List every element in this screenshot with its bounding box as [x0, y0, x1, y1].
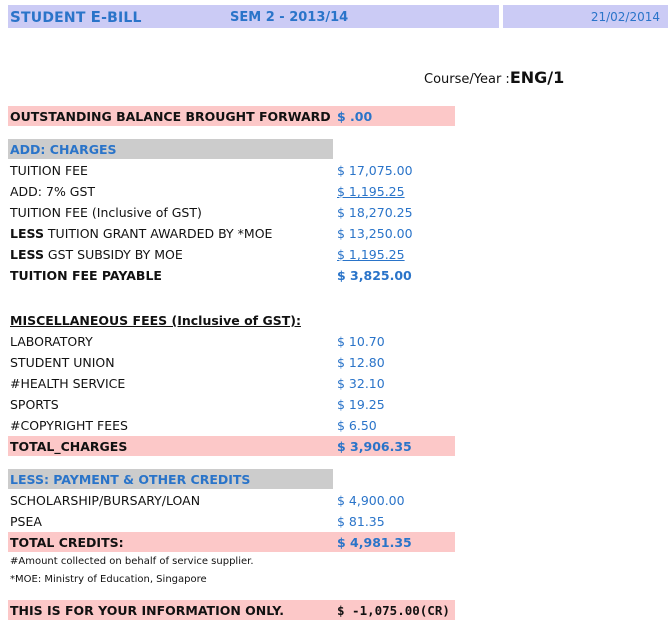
misc-amount: $ 32.10 — [337, 376, 385, 391]
footnote-moe: *MOE: Ministry of Education, Singapore — [10, 574, 207, 585]
charge-amount: $ 17,075.00 — [337, 163, 413, 178]
misc-amount: $ 12.80 — [337, 355, 385, 370]
credit-label: SCHOLARSHIP/BURSARY/LOAN — [10, 493, 201, 508]
misc-label: SPORTS — [10, 397, 59, 412]
credits-heading: LESS: PAYMENT & OTHER CREDITS — [10, 472, 251, 487]
charge-label: TUITION FEE (Inclusive of GST) — [10, 205, 202, 220]
misc-heading: MISCELLANEOUS FEES (Inclusive of GST): — [10, 313, 301, 328]
misc-label: #HEALTH SERVICE — [10, 376, 126, 391]
charge-amount: $ 13,250.00 — [337, 226, 413, 241]
total-charges-amount: $ 3,906.35 — [337, 439, 412, 454]
charges-heading: ADD: CHARGES — [10, 142, 117, 157]
outstanding-label: OUTSTANDING BALANCE BROUGHT FORWARD — [10, 109, 331, 124]
total-credits-label: TOTAL CREDITS: — [10, 535, 124, 550]
misc-label: STUDENT UNION — [10, 355, 115, 370]
charge-amount: $ 1,195.25 — [337, 184, 405, 199]
tuition-payable-label: TUITION FEE PAYABLE — [10, 268, 162, 283]
footer-label: THIS IS FOR YOUR INFORMATION ONLY. — [10, 603, 284, 618]
outstanding-amount: $ .00 — [337, 109, 373, 124]
tuition-payable-amount: $ 3,825.00 — [337, 268, 412, 283]
charge-label: TUITION FEE — [10, 163, 88, 178]
total-credits-amount: $ 4,981.35 — [337, 535, 412, 550]
charge-label: LESS GST SUBSIDY BY MOE — [10, 247, 183, 262]
charge-label: LESS TUITION GRANT AWARDED BY *MOE — [10, 226, 273, 241]
bill-date: 21/02/2014 — [590, 10, 660, 24]
semester-label: SEM 2 - 2013/14 — [230, 10, 349, 25]
charge-amount: $ 18,270.25 — [337, 205, 413, 220]
misc-amount: $ 6.50 — [337, 418, 377, 433]
misc-amount: $ 19.25 — [337, 397, 385, 412]
footnote-amount: #Amount collected on behalf of service supplier. — [10, 556, 254, 567]
credit-amount: $ 81.35 — [337, 514, 385, 529]
misc-label: #COPYRIGHT FEES — [10, 418, 128, 433]
footer-amount: $ -1,075.00(CR) — [337, 603, 450, 618]
credit-label: PSEA — [10, 514, 42, 529]
course-value: ENG/1 — [509, 68, 565, 87]
credit-amount: $ 4,900.00 — [337, 493, 405, 508]
charge-amount: $ 1,195.25 — [337, 247, 405, 262]
misc-label: LABORATORY — [10, 334, 93, 349]
charge-label: ADD: 7% GST — [10, 184, 96, 199]
course-year — [424, 68, 564, 87]
misc-amount: $ 10.70 — [337, 334, 385, 349]
bill-title: STUDENT E-BILL — [10, 8, 142, 26]
course-label: Course/Year : — [424, 72, 510, 87]
total-charges-label: TOTAL_CHARGES — [10, 439, 128, 454]
